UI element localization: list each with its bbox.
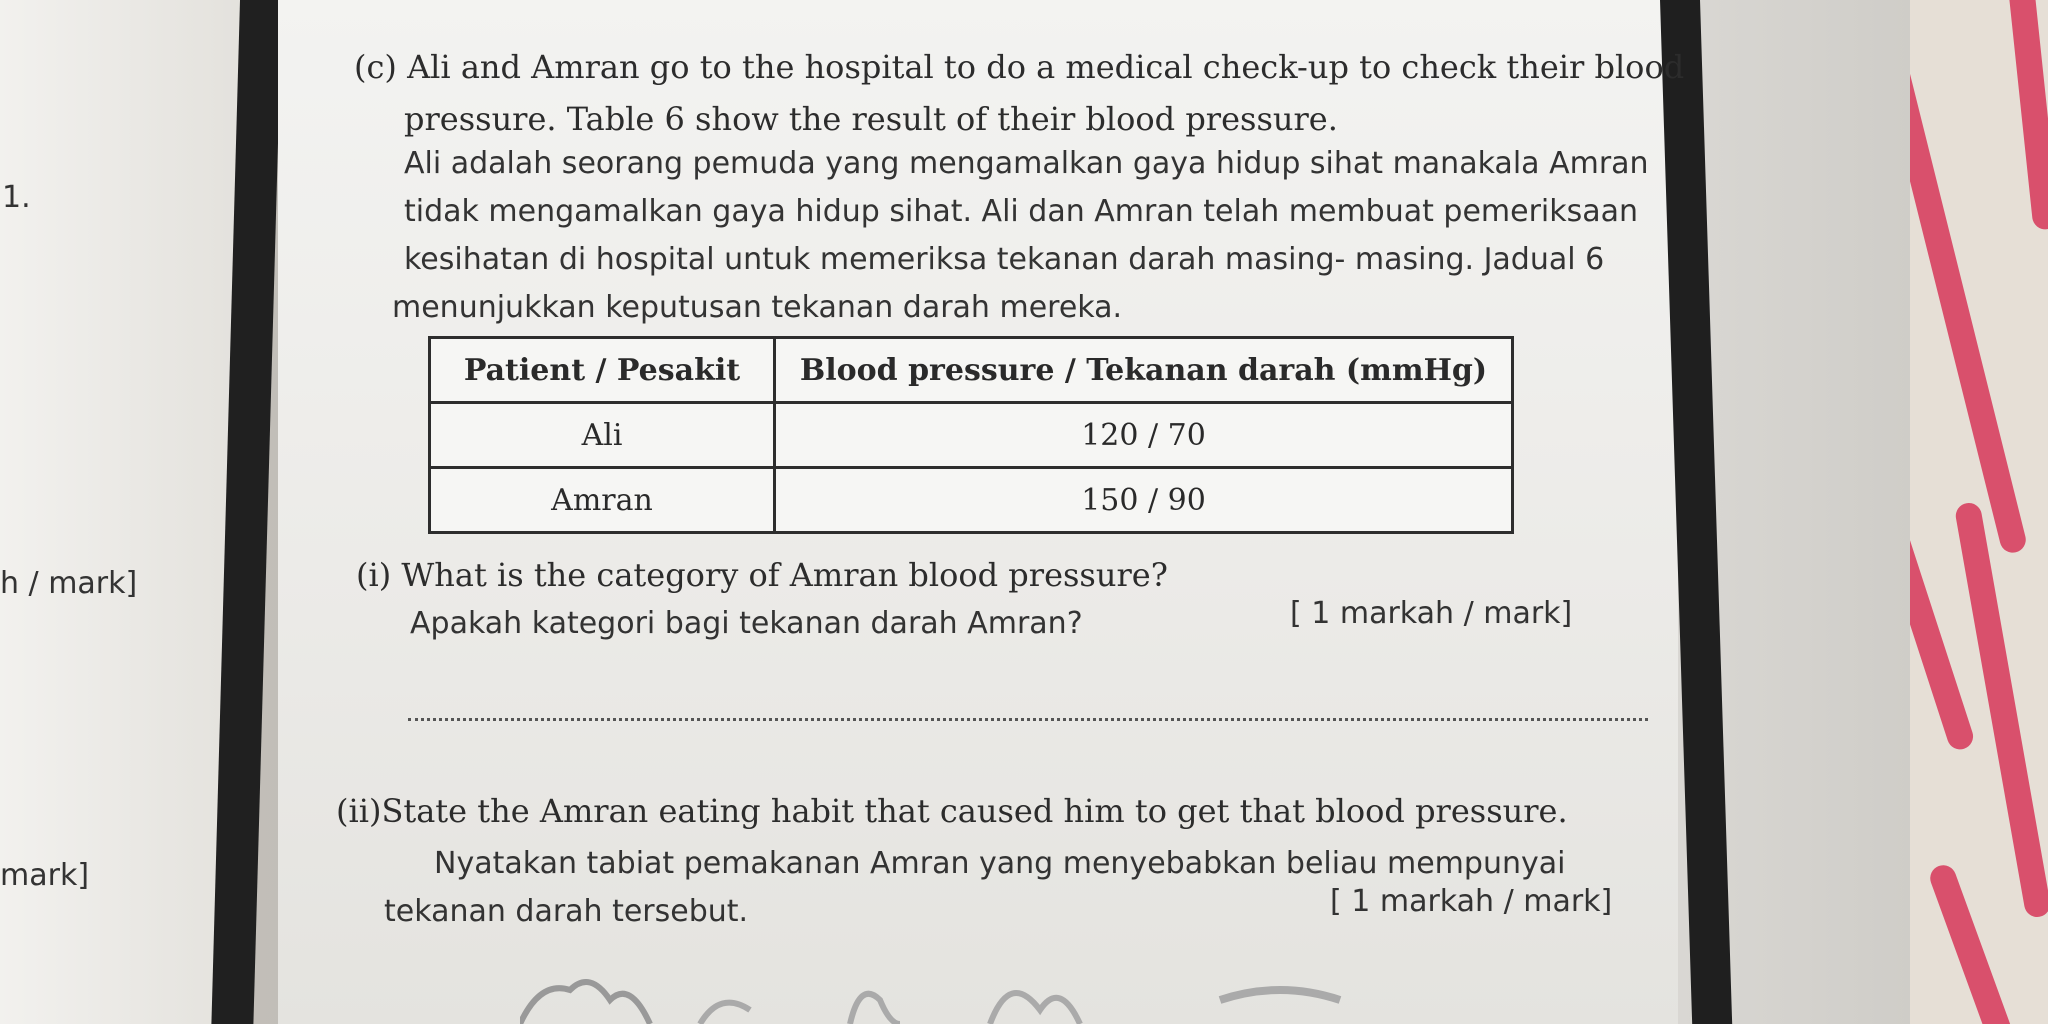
intro-bm-line-1: Ali adalah seorang pemuda yang mengamalkan gaya hidup sihat manakala Amran [404,146,1649,181]
intro-bm-line-2: tidak mengamalkan gaya hidup sihat. Ali dan Amran telah membuat pemeriksaan [404,194,1639,229]
intro-bm-line-3: kesihatan di hospital untuk memeriksa tekanan darah masing- masing. Jadual 6 [404,242,1605,277]
intro-en-line-2: pressure. Table 6 show the result of their blood pressure. [404,100,1338,138]
table-cell-blood-pressure: 150 / 90 [775,468,1513,533]
table-cell-blood-pressure: 120 / 70 [775,403,1513,468]
table-cell-patient: Ali [430,403,775,468]
bottom-sketch-drawing [520,970,1420,1024]
table-cell-patient: Amran [430,468,775,533]
intro-bm-line-4: menunjukkan keputusan tekanan darah mereka. [392,290,1123,325]
left-fragment-3: mark] [0,858,90,893]
table-header-patient: Patient / Pesakit [430,338,775,403]
table-header-blood-pressure: Blood pressure / Tekanan darah (mmHg) [775,338,1513,403]
table-row [430,403,1513,468]
blood-pressure-table [428,336,1514,534]
answer-line[interactable] [408,718,1648,721]
part-ii-question-bm-line-1: Nyatakan tabiat pemakanan Amran yang menyebabkan beliau mempunyai [434,846,1566,881]
part-ii-marks: [ 1 markah / mark] [1330,884,1613,919]
left-fragment-1: 1. [2,180,31,215]
part-i-question-bm: Apakah kategori bagi tekanan darah Amran? [410,606,1083,641]
previous-page [0,0,250,1024]
left-fragment-2: h / mark] [0,566,138,601]
table-header-row [430,338,1513,403]
table-row [430,468,1513,533]
part-ii-question-bm-line-2: tekanan darah tersebut. [384,894,749,929]
intro-en-line-1: (c) Ali and Amran go to the hospital to do a medical check-up to check their blood [354,48,1685,86]
part-i-question-en: (i) What is the category of Amran blood pressure? [356,556,1168,594]
part-ii-question-en: (ii)State the Amran eating habit that caused him to get that blood pressure. [336,792,1568,830]
part-i-marks: [ 1 markah / mark] [1290,596,1573,631]
